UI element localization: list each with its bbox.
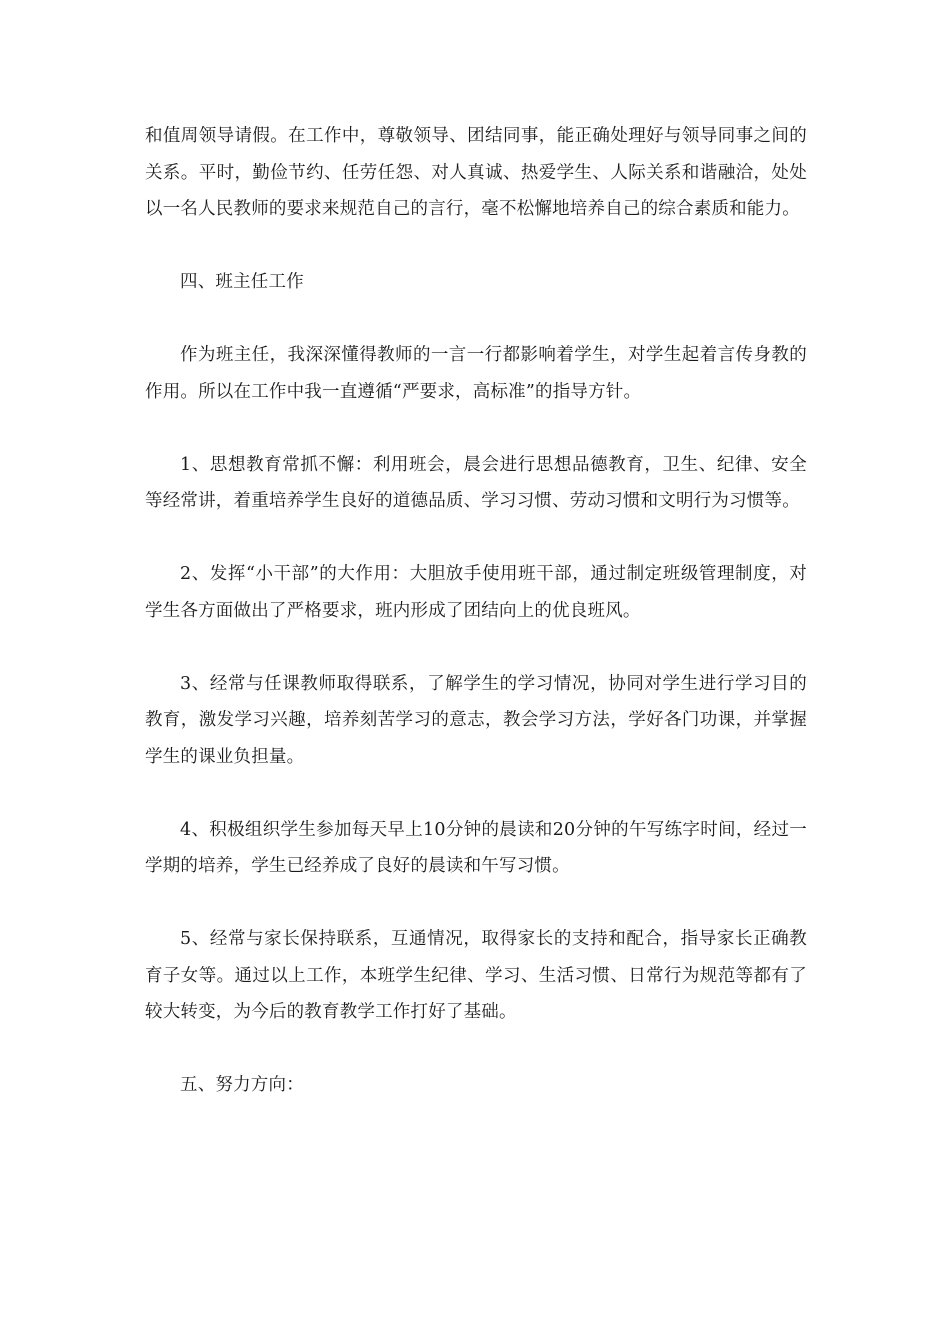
document-body (145, 118, 807, 1140)
section-heading-direction: 五、努力方向： (180, 1075, 304, 1095)
section-heading-class-teacher-work: 四、班主任工作 (180, 272, 304, 292)
list-item-1: 1、思想教育常抓不懈：利用班会，晨会进行思想品德教育，卫生、纪律、安全等经常讲，着重培养学生良好的道德品质、学习习惯、劳动习惯和文明行为习惯等。 (145, 454, 807, 511)
list-item-5: 5、经常与家长保持联系，互通情况，取得家长的支持和配合，指导家长正确教育子女等。通过以上工作，本班学生纪律、学习、生活习惯、日常行为规范等都有了较大转变，为今后的教育教学工作打好了基础。 (145, 929, 807, 1022)
list-item-3: 3、经常与任课教师取得联系，了解学生的学习情况，协同对学生进行学习目的教育，激发学习兴趣，培养刻苦学习的意志，教会学习方法，学好各门功课，并掌握学生的课业负担量。 (145, 673, 807, 767)
list-item-4: 4、积极组织学生参加每天早上10分钟的晨读和20分钟的午写练字时间，经过一学期的培养，学生已经养成了良好的晨读和午写习惯。 (145, 819, 807, 876)
list-item-2: 2、发挥“小干部”的大作用：大胆放手使用班干部，通过制定班级管理制度，对学生各方面做出了严格要求，班内形成了团结向上的优良班风。 (145, 564, 807, 621)
paragraph-class-teacher-intro: 作为班主任，我深深懂得教师的一言一行都影响着学生，对学生起着言传身教的作用。所以在工作中我一直遵循“严要求，高标准”的指导方针。 (145, 345, 807, 402)
paragraph-continuation: 和值周领导请假。在工作中，尊敬领导、团结同事，能正确处理好与领导同事之间的关系。平时，勤俭节约、任劳任怨、对人真诚、热爱学生、人际关系和谐融洽，处处以一名人民教师的要求来规范自己的言行，毫不松懈地培养自己的综合素质和能力。 (145, 126, 807, 219)
